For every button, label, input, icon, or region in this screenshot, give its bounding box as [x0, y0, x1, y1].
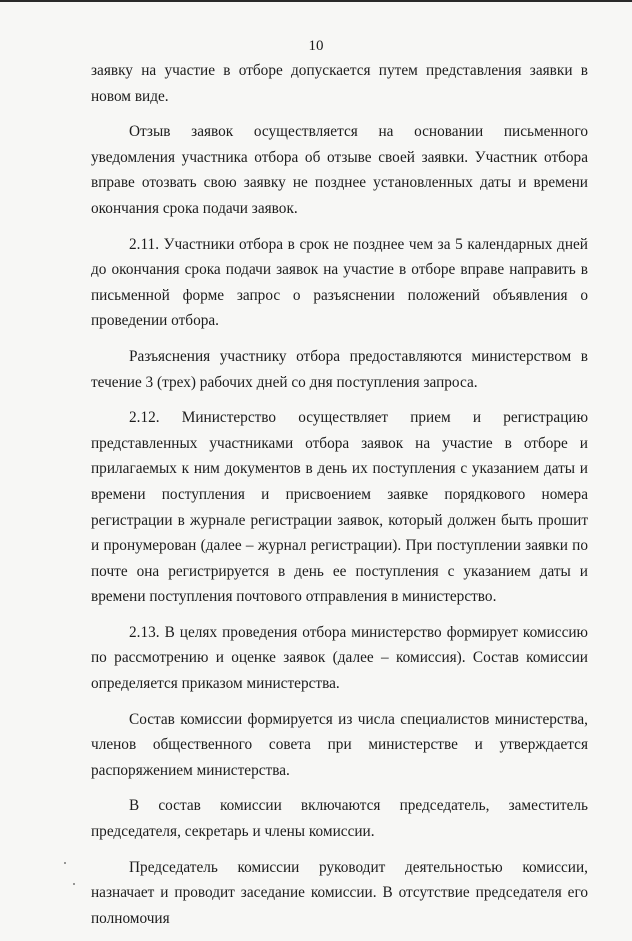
scan-speck	[64, 862, 66, 864]
paragraph-continuation: заявку на участие в отборе допускается путем представления заявки в новом виде.	[91, 62, 588, 105]
paragraph-2-11: 2.11. Участники отбора в срок не позднее чем за 5 календарных дней до окончания срока подачи заявок на участие в отборе вправе направить в письменной форме запрос о разъяснении положений объявления о проведении отбора.	[91, 235, 588, 330]
paragraph-clarifications: Разъяснения участнику отбора предоставляются министерством в течение 3 (трех) рабочих дней со дня поступления запроса.	[91, 347, 588, 391]
paragraph-2-13: 2.13. В целях проведения отбора министерство формирует комиссию по рассмотрению и оценке заявок (далее – комиссия). Состав комиссии определяется приказом министерства.	[91, 623, 588, 693]
document-body	[91, 58, 588, 941]
page-number: 10	[308, 38, 324, 54]
paragraph-withdrawal: Отзыв заявок осуществляется на основании письменного уведомления участника отбора об отзыве своей заявки. Участник отбора вправе отозвать свою заявку не позднее установленных даты и времени окончания срока подачи заявок.	[91, 123, 588, 217]
paragraph-commission-formation: Состав комиссии формируется из числа специалистов министерства, членов общественного совета при министерстве и утверждается распоряжением министерства.	[91, 710, 588, 779]
paragraph-chairman: Председатель комиссии руководит деятельностью комиссии, назначает и проводит заседание комиссии. В отсутствие председателя его полномочия	[91, 858, 588, 927]
paragraph-commission-members: В состав комиссии включаются председатель, заместитель председателя, секретарь и члены комиссии.	[91, 797, 588, 841]
scan-speck	[73, 883, 75, 885]
paragraph-2-12: 2.12. Министерство осуществляет прием и регистрацию представленных участниками отбора заявок на участие в отборе и прилагаемых к ним документов в день их поступления с указанием даты и времени поступления и присвоением заявке порядкового номера регистрации в журнале регистрации заявок, который должен быть прошит и пронумерован (далее – журнал регистрации). При поступлении заявки по почте она регистрируется в день ее поступления с указанием даты и времени поступления почтового отправления в министерство.	[91, 409, 588, 606]
